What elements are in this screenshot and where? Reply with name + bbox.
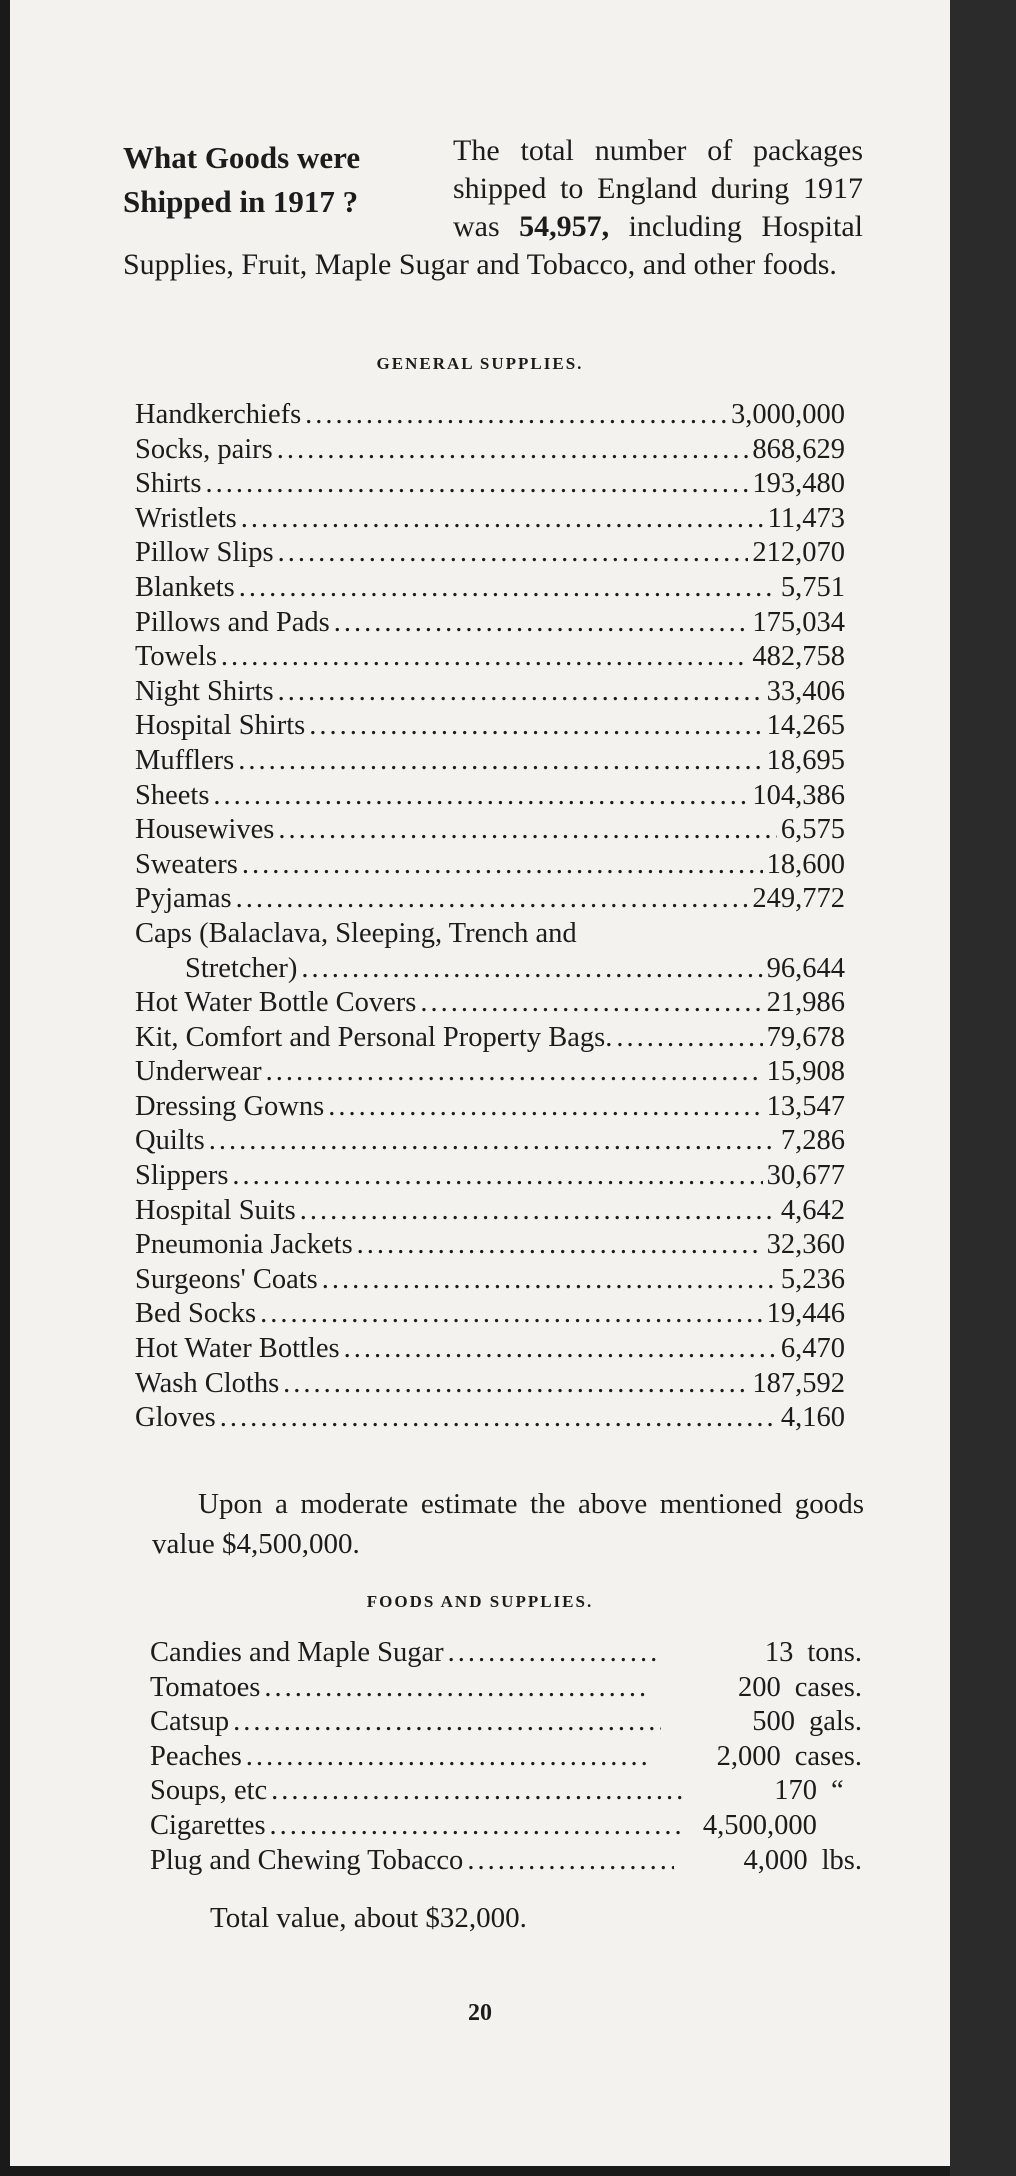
food-qty: 170 [774,1775,817,1807]
supply-qty: 868,629 [752,433,845,465]
leader-dots [322,1263,777,1298]
food-qty: 500 [752,1706,795,1738]
supply-qty: 193,480 [752,468,845,500]
leader-dots [305,398,727,433]
supply-qty: 14,265 [766,710,845,742]
leader-dots [220,1401,777,1436]
supply-row [135,502,845,537]
supply-qty: 7,286 [780,1125,845,1157]
leader-dots [420,986,762,1021]
supply-name: Pillows and Pads [135,606,330,638]
supply-row [135,640,845,675]
supply-qty: 11,473 [767,502,845,534]
foods-supplies-list [150,1636,862,1878]
intro-text-after: including Hospital Supplies, Fruit, Maple Sugar and Tobacco, and other foods. [123,210,863,281]
food-unit: cases. [794,1671,862,1703]
supply-row [135,1228,845,1263]
supply-name: Quilts [135,1125,205,1157]
supply-qty: 19,446 [766,1298,845,1330]
supply-row [135,813,845,848]
leader-dots [233,1705,661,1740]
supply-row [135,744,845,779]
supply-row [135,779,845,814]
supply-name: Hospital Suits [135,1194,296,1226]
food-name: Cigarettes [150,1809,266,1841]
leader-dots [301,952,762,987]
supply-qty: 4,642 [780,1194,845,1226]
leader-dots [328,1090,762,1125]
leader-dots [260,1297,763,1332]
supply-row [135,709,845,744]
food-name: Soups, etc [150,1775,268,1807]
general-supplies-list [135,398,845,1436]
supply-name: Surgeons' Coats [135,1263,318,1295]
book-spine [950,0,1016,2176]
food-name: Peaches [150,1740,242,1772]
food-qty: 4,000 [743,1844,808,1876]
supply-row [135,398,845,433]
supply-row [135,1055,845,1090]
leader-dots [270,1809,683,1844]
leader-dots [448,1636,660,1671]
leader-dots [246,1740,647,1775]
food-name: Candies and Maple Sugar [150,1637,444,1668]
heading-line-1: What Goods were [123,140,361,175]
food-unit: “ [830,1775,844,1807]
supply-name: Sweaters [135,848,238,880]
supply-qty: 96,644 [766,952,845,984]
leader-dots [278,675,763,710]
supply-qty: 13,547 [766,1090,845,1122]
leader-dots [209,1124,777,1159]
food-row [150,1740,862,1775]
general-supplies-summary: Upon a moderate estimate the above mentioned goods value $4,500,000. [152,1488,864,1560]
supply-name: Pillow Slips [135,537,274,569]
supply-name: Shirts [135,468,202,500]
supply-row [135,606,845,641]
intro-total: 54,957, [519,210,610,243]
foods-supplies-title: FOODS AND SUPPLIES. [366,1592,594,1611]
section-heading [123,136,453,224]
supply-name: Wash Cloths [135,1367,280,1399]
intro-block [123,132,863,284]
supply-qty: 6,575 [780,814,845,846]
supply-qty: 5,751 [780,571,845,603]
supply-name: Underwear [135,1056,262,1088]
supply-row [135,433,845,468]
supply-row [135,952,845,987]
leader-dots [357,1228,763,1263]
supply-qty: 249,772 [752,883,845,915]
leader-dots [467,1844,673,1879]
supply-row [135,1263,845,1298]
leader-dots [278,813,777,848]
supply-name: Pyjamas [135,883,232,915]
leader-dots [206,467,749,502]
food-row [150,1671,862,1706]
food-name: Tomatoes [150,1671,261,1703]
food-qty: 2,000 [716,1740,781,1772]
supply-qty: 6,470 [780,1333,845,1365]
supply-row [135,917,845,952]
supply-name: Slippers [135,1160,229,1192]
leader-dots [271,1774,683,1809]
supply-row [135,675,845,710]
supply-name: Housewives [135,814,275,846]
leader-dots [278,536,749,571]
food-unit: tons. [807,1637,862,1668]
leader-dots [300,1194,777,1229]
supply-name: Socks, pairs [135,433,273,465]
supply-qty: 175,034 [752,606,845,638]
heading-line-2: Shipped in 1917 ? [123,184,359,219]
supply-qty: 104,386 [752,779,845,811]
supply-row [135,986,845,1021]
leader-dots [241,502,764,537]
leader-dots [239,571,777,606]
supply-qty: 5,236 [780,1263,845,1295]
leader-dots [232,1159,762,1194]
leader-dots [283,1367,748,1402]
food-row [150,1774,862,1809]
supply-qty: 21,986 [766,987,845,1019]
supply-qty: 482,758 [752,641,845,673]
food-qty: 4,500,000 [702,1809,817,1841]
foods-supplies-summary: Total value, about $32,000. [210,1902,527,1934]
general-supplies-title: GENERAL SUPPLIES. [376,354,584,373]
supply-name: Mufflers [135,744,235,776]
supply-row [135,1297,845,1332]
supply-row [135,1124,845,1159]
supply-row [135,1401,845,1436]
food-name: Catsup [150,1706,230,1738]
leader-dots [344,1332,777,1367]
food-qty: 200 [737,1671,781,1703]
supply-row [135,882,845,917]
supply-qty: 30,677 [766,1160,845,1192]
supply-name: Bed Socks [135,1298,257,1330]
supply-qty: 212,070 [752,537,845,569]
supply-name: Caps (Balaclava, Sleeping, Trench and [135,917,577,949]
supply-row [135,1159,845,1194]
food-unit: gals. [808,1706,862,1738]
supply-row [135,1090,845,1125]
supply-name: Wristlets [135,502,237,534]
supply-row [135,1021,845,1056]
supply-name: Kit, Comfort and Personal Property Bags. [135,1021,613,1053]
supply-name: Blankets [135,571,235,603]
supply-qty: 18,695 [766,744,845,776]
leader-dots [334,606,749,641]
supply-qty: 79,678 [766,1021,845,1053]
supply-qty: 3,000,000 [731,399,845,430]
leader-dots [266,1055,763,1090]
supply-name: Dressing Gowns [135,1090,325,1122]
supply-name: Hot Water Bottles [135,1333,340,1365]
food-unit: lbs. [821,1844,862,1876]
food-row [150,1809,862,1844]
leader-dots [264,1671,646,1706]
supply-qty: 4,160 [780,1402,845,1434]
leader-dots [309,709,762,744]
supply-name: Sheets [135,779,210,811]
supply-name: Night Shirts [135,675,274,707]
food-row [150,1705,862,1740]
leader-dots [213,779,748,814]
intro-text-before: The total number of packages shipped to England during 1917 was [453,134,863,243]
supply-qty: 32,360 [766,1229,845,1261]
supply-qty: 18,600 [766,848,845,880]
supply-name: Handkerchiefs [135,399,302,430]
supply-row [135,1332,845,1367]
food-qty: 13 [764,1637,794,1668]
food-name: Plug and Chewing Tobacco [150,1844,464,1876]
leader-dots [236,882,749,917]
supply-row [135,1367,845,1402]
supply-qty: 33,406 [766,675,845,707]
page-number: 20 [468,2000,492,2026]
supply-name: Hospital Shirts [135,710,306,742]
document-page [10,0,952,2166]
supply-row [135,1194,845,1229]
supply-row [135,848,845,883]
supply-qty: 15,908 [766,1056,845,1088]
food-row [150,1636,862,1671]
leader-dots [242,848,763,883]
supply-name: Hot Water Bottle Covers [135,987,417,1019]
supply-name: Towels [135,641,217,673]
leader-dots [277,433,749,468]
supply-name: Gloves [135,1402,216,1434]
supply-qty: 187,592 [752,1367,845,1399]
leader-dots [238,744,762,779]
supply-row [135,467,845,502]
leader-dots [221,640,748,675]
supply-name-cont: Stretcher) [185,952,298,984]
supply-row [135,536,845,571]
food-row [150,1844,862,1879]
leader-dots [616,1021,762,1056]
food-unit: cases. [794,1740,862,1772]
supply-row [135,571,845,606]
supply-name: Pneumonia Jackets [135,1229,353,1261]
